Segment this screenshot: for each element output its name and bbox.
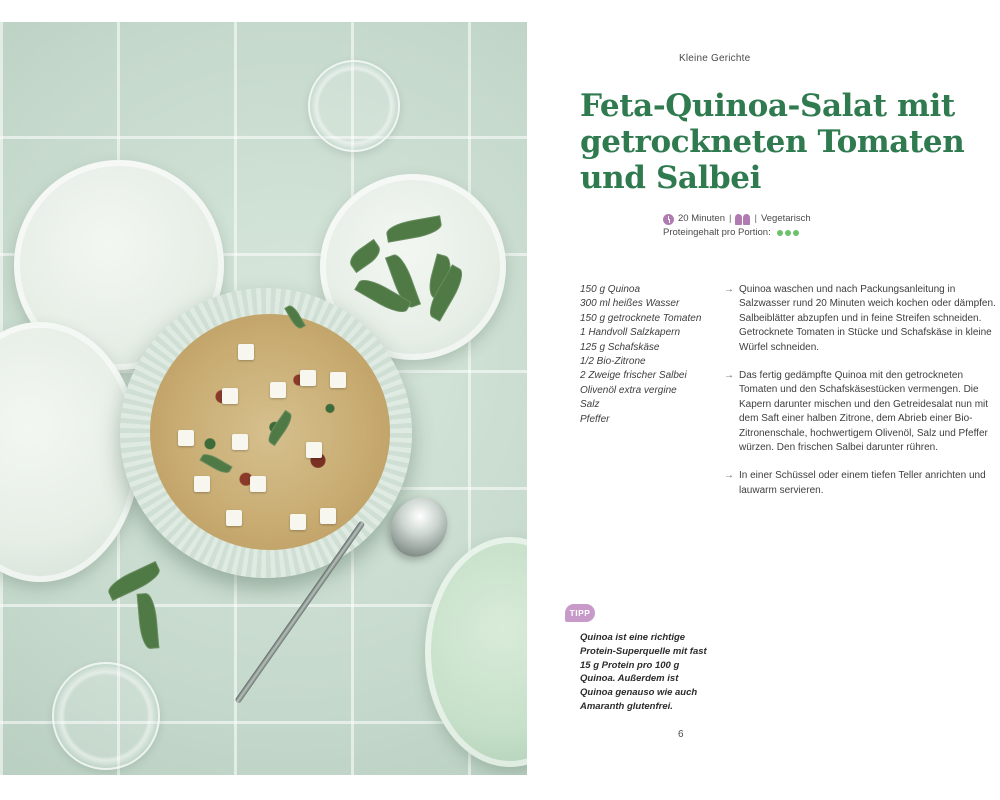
meta-separator: | (754, 213, 757, 224)
feta-cube (320, 508, 336, 524)
ingredient-item: 1 Handvoll Salzkapern (580, 327, 681, 339)
ingredient-item: 125 g Schafskäse (580, 341, 660, 353)
page-number: 6 (678, 729, 684, 740)
step-item (724, 369, 996, 455)
step-list (724, 283, 996, 512)
prep-time: 20 Minuten (678, 213, 726, 224)
meta-separator: | (729, 213, 732, 224)
ingredient-item: 150 g Quinoa (580, 284, 641, 295)
step-item (724, 283, 996, 355)
sage-leaf (137, 592, 160, 649)
step-text: Quinoa waschen und nach Packungsanleitung in Salzwasser rund 20 Minuten weich kochen oder dämpfen. Salbeiblätter abzupfen und in feine Streifen schneiden. Getrocknete Tomaten in Stücke und Schafskäse in kleine Würfel schneiden. (739, 284, 996, 353)
ingredient-item: 1/2 Bio-Zitrone (580, 356, 646, 368)
recipe-meta-row (663, 212, 811, 226)
protein-rating (777, 230, 799, 236)
recipe-meta (663, 212, 811, 240)
protein-dot (785, 230, 791, 236)
feta-cube (226, 510, 242, 526)
ingredient-item: Salz (580, 399, 600, 411)
recipe-photo (0, 22, 527, 775)
clock-icon (663, 214, 674, 225)
step-text: Das fertig gedämpfte Quinoa mit den getrockneten Tomaten und den Schafskäsestücken vermengen. Die Kapern darunter mischen und den Getreidesalat nun mit dem Saft einer halben Zitrone, dem Abrieb einer Bio-Zitronenschale, hochwertigem Olivenöl, Salz und Pfeffer würzen. Den frischen Salbei darunter rühren. (739, 370, 989, 454)
feta-cube (194, 476, 210, 492)
protein-dot (777, 230, 783, 236)
category-label: Kleine Gerichte (679, 53, 751, 64)
sage-leaf (105, 561, 163, 601)
protein-dot (793, 230, 799, 236)
feta-cube (270, 382, 286, 398)
feta-cube (300, 370, 316, 386)
protein-label: Proteingehalt pro Portion: (663, 227, 771, 238)
feta-cube (330, 372, 346, 388)
ingredient-item: 150 g getrocknete Tomaten (580, 312, 702, 324)
ingredient-item: 2 Zweige frischer Salbei (580, 370, 687, 382)
arrow-icon: → (724, 470, 734, 482)
arrow-icon: → (724, 284, 734, 295)
glass-bottom (52, 662, 160, 770)
feta-cube (306, 442, 322, 458)
feta-cube (222, 388, 238, 404)
feta-cube (178, 430, 194, 446)
ingredient-list (580, 283, 701, 427)
people-icon (735, 214, 750, 225)
tip-badge: TIPP (565, 604, 595, 622)
ingredient-item: Pfeffer (580, 413, 610, 425)
step-item (724, 469, 996, 498)
ingredient-item: 300 ml heißes Wasser (580, 298, 680, 310)
tip-text: Quinoa ist eine richtige Protein-Superquelle mit fast 15 g Protein pro 100 g Quinoa. Außerdem ist Quinoa genauso wie auch Amaranth glutenfrei. (580, 632, 707, 712)
ingredient-item: Olivenöl extra vergine (580, 384, 677, 396)
feta-cube (250, 476, 266, 492)
glass-top (308, 60, 400, 152)
feta-cube (232, 434, 248, 450)
arrow-icon: → (724, 370, 734, 382)
diet-label: Vegetarisch (760, 213, 811, 224)
protein-row (663, 226, 811, 240)
feta-cube (238, 344, 254, 360)
recipe-title: Feta-Quinoa-Salat mit getrockneten Tomaten und Salbei (580, 88, 965, 196)
plate-bottom-right (425, 537, 527, 767)
step-text: In einer Schüssel oder einem tiefen Teller anrichten und lauwarm servieren. (739, 470, 986, 496)
feta-cube (290, 514, 306, 530)
